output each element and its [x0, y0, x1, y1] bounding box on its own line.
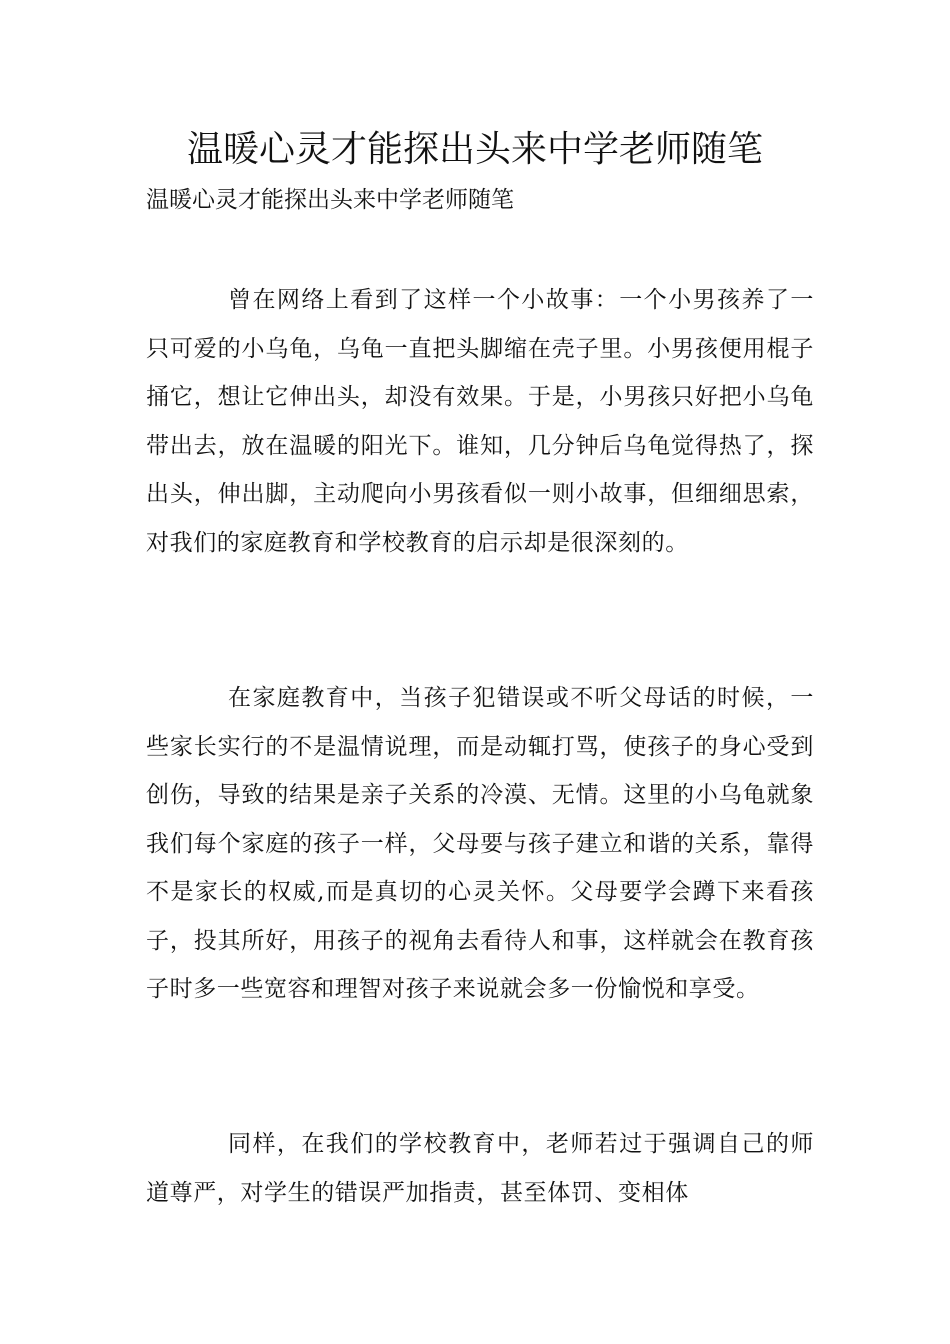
- paragraph-story: 曾在网络上看到了这样一个小故事：一个小男孩养了一只可爱的小乌龟，乌龟一直把头脚缩在壳子里。小男孩便用棍子捅它，想让它伸出头，却没有效果。于是，小男孩只好把小乌龟带出去，放在温暖的阳光下。谁知，几分钟后乌龟觉得热了，探出头，伸出脚，主动爬向小男孩看似一则小故事，但细细思索，对我们的家庭教育和学校教育的启示却是很深刻的。: [146, 287, 814, 556]
- document-title: 温暖心灵才能探出头来中学老师随笔: [186, 129, 763, 170]
- document-subtitle: 温暖心灵才能探出头来中学老师随笔: [146, 187, 514, 213]
- paragraph-family-education: 在家庭教育中，当孩子犯错误或不听父母话的时候，一些家长实行的不是温情说理，而是动辄打骂，使孩子的身心受到创伤，导致的结果是亲子关系的冷漠、无情。这里的小乌龟就象我们每个家庭的孩子一样，父母要与孩子建立和谐的关系，靠得不是家长的权威,而是真切的心灵关怀。父母要学会蹲下来看孩子，投其所好，用孩子的视角去看待人和事，这样就会在教育孩子时多一些宽容和理智对孩子来说就会多一份愉悦和享受。: [146, 685, 814, 1002]
- paragraph-school-education: 同样，在我们的学校教育中，老师若过于强调自己的师道尊严，对学生的错误严加指责，甚至体罚、变相体: [146, 1131, 814, 1206]
